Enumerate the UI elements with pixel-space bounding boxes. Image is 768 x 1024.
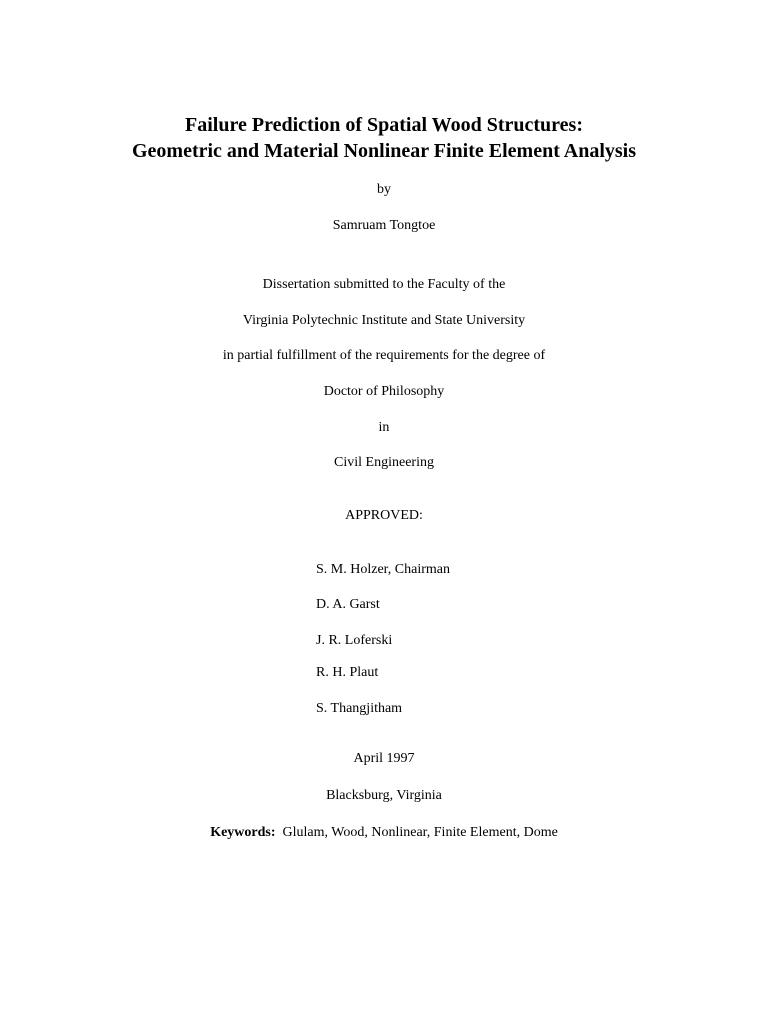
submission-line-1: Dissertation submitted to the Faculty of the: [262, 277, 506, 292]
title-line-2: Geometric and Material Nonlinear Finite Element Analysis: [131, 140, 636, 162]
degree-name: Doctor of Philosophy: [323, 384, 445, 399]
approved-label: APPROVED:: [345, 508, 423, 523]
committee-member: S. M. Holzer, Chairman: [316, 562, 450, 577]
keywords-line: [0, 824, 768, 842]
keywords-label: Keywords:: [210, 825, 276, 840]
location-text: Blacksburg, Virginia: [326, 788, 442, 803]
submission-line-2: Virginia Polytechnic Institute and State University: [242, 313, 526, 328]
field-name: Civil Engineering: [334, 455, 434, 470]
committee-member: S. Thangjitham: [316, 701, 403, 716]
keywords-value: Glulam, Wood, Nonlinear, Finite Element, Dome: [282, 825, 558, 840]
committee-member: J. R. Loferski: [316, 633, 393, 648]
author-name: Samruam Tongtoe: [332, 218, 436, 233]
date-text: April 1997: [353, 751, 415, 766]
committee-member: D. A. Garst: [316, 597, 380, 612]
title-line-1: Failure Prediction of Spatial Wood Structures:: [185, 114, 583, 136]
in-text: in: [378, 420, 390, 435]
by-text: by: [377, 182, 391, 197]
submission-line-3: in partial fulfillment of the requirements for the degree of: [222, 348, 546, 363]
committee-member: R. H. Plaut: [316, 665, 379, 680]
